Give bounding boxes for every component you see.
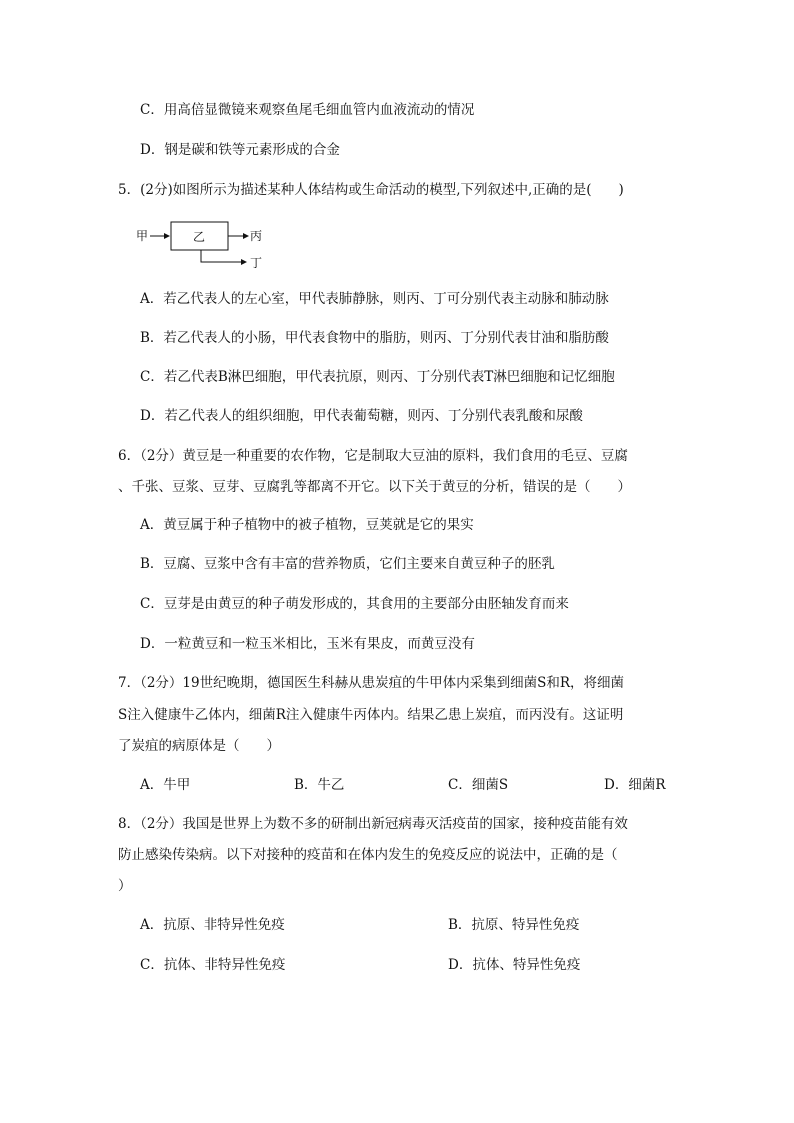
diagram-input-label: 甲 xyxy=(136,229,149,243)
q6-stem-line-1: 6．（2分）黄豆是一种重要的农作物，它是制取大豆油的原料，我们食用的毛豆、豆腐 xyxy=(118,448,628,464)
q6-option-d: D．一粒黄豆和一粒玉米相比，玉米有果皮，而黄豆没有 xyxy=(140,636,475,652)
output2-arrow xyxy=(201,250,246,262)
q6-option-a: A．黄豆属于种子植物中的被子植物，豆荚就是它的果实 xyxy=(140,517,474,533)
q8-option-d: D．抗体、特异性免疫 xyxy=(448,957,581,973)
q8-stem-line-2: 防止感染传染病。以下对接种的疫苗和在体内发生的免疫反应的说法中，正确的是（ xyxy=(118,847,618,863)
diagram-output1-label: 丙 xyxy=(250,229,263,243)
diagram-output2-label: 丁 xyxy=(250,256,263,270)
diagram-box-label: 乙 xyxy=(193,230,206,244)
q4-option-d: D．钢是碳和铁等元素形成的合金 xyxy=(140,142,340,158)
q7-option-c: C．细菌S xyxy=(448,777,509,793)
q8-stem-line-1: 8．（2分）我国是世界上为数不多的研制出新冠病毒灭活疫苗的国家，接种疫苗能有效 xyxy=(118,816,628,832)
q8-stem-line-3: ） xyxy=(118,878,132,894)
q7-stem-line-2: S注入健康牛乙体内，细菌R注入健康牛丙体内。结果乙患上炭疽，而丙没有。这证明 xyxy=(118,707,624,723)
q6-option-c: C．豆芽是由黄豆的种子萌发形成的，其食用的主要部分由胚轴发育而来 xyxy=(140,596,569,612)
q6-option-b: B．豆腐、豆浆中含有丰富的营养物质，它们主要来自黄豆种子的胚乳 xyxy=(140,556,555,572)
q8-option-b: B．抗原、特异性免疫 xyxy=(448,917,580,933)
q5-option-a: A．若乙代表人的左心室，甲代表肺静脉，则丙、丁可分别代表主动脉和肺动脉 xyxy=(140,291,609,307)
q7-option-a: A．牛甲 xyxy=(140,777,191,793)
q5-option-d: D．若乙代表人的组织细胞，甲代表葡萄糖，则丙、丁分别代表乳酸和尿酸 xyxy=(140,408,583,424)
q5-flow-diagram xyxy=(136,218,276,270)
q7-stem-line-1: 7．（2分）19世纪晚期，德国医生科赫从患炭疽的牛甲体内采集到细菌S和R，将细菌 xyxy=(118,675,625,691)
q7-stem-line-3: 了炭疽的病原体是（ ） xyxy=(118,738,280,754)
q5-option-c: C．若乙代表B淋巴细胞，甲代表抗原，则丙、丁分别代表T淋巴细胞和记忆细胞 xyxy=(140,369,615,385)
q4-option-c: C．用高倍显微镜来观察鱼尾毛细血管内血液流动的情况 xyxy=(140,102,475,118)
q8-option-c: C．抗体、非特异性免疫 xyxy=(140,957,286,973)
q5-option-b: B．若乙代表人的小肠，甲代表食物中的脂肪，则丙、丁分别代表甘油和脂肪酸 xyxy=(140,330,609,346)
q6-stem-line-2: 、千张、豆浆、豆芽、豆腐乳等都离不开它。以下关于黄豆的分析，错误的是（ ） xyxy=(118,479,631,495)
q8-option-a: A．抗原、非特异性免疫 xyxy=(140,917,285,933)
q7-option-d: D．细菌R xyxy=(604,777,666,793)
q7-option-b: B．牛乙 xyxy=(294,777,345,793)
q5-stem: 5．(2分)如图所示为描述某种人体结构或生命活动的模型,下列叙述中,正确的是( ) xyxy=(118,182,624,198)
